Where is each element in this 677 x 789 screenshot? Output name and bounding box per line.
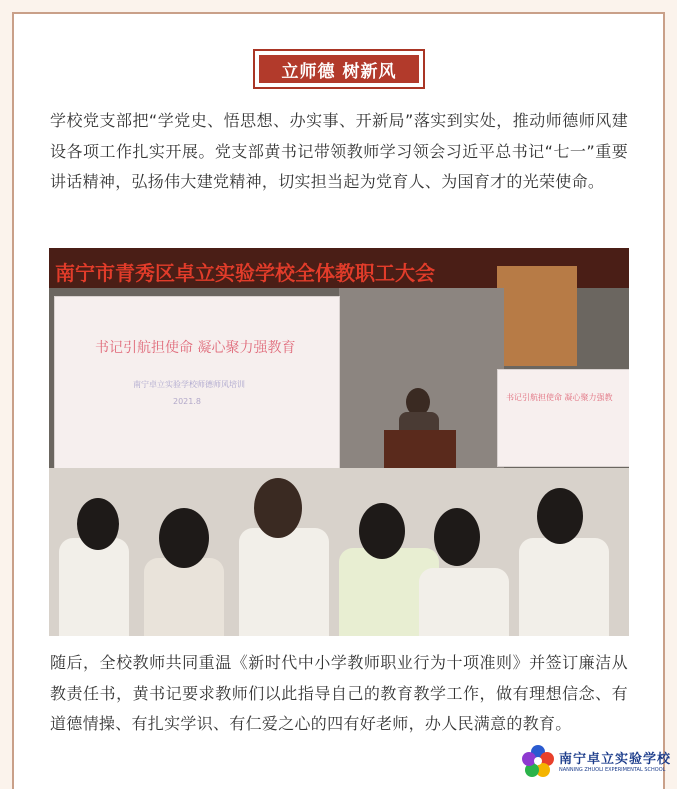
audience-head xyxy=(77,498,119,550)
section-title-box xyxy=(253,49,425,89)
paragraph-intro: 学校党支部把“学党史、悟思想、办实事、开新局”落实到实处，推动师德师风建设各项工作扎实开展。党支部黄书记带领教师学习领会习近平总书记“七一”重要讲话精神，弘扬伟大建党精神，切实担当起为党育人、为国育才的光荣使命。 xyxy=(50,111,628,191)
audience-member xyxy=(519,538,609,636)
audience-member xyxy=(144,558,224,636)
audience-head xyxy=(359,503,405,559)
screen-date: 2021.8 xyxy=(173,397,201,406)
logo-name-en: NANNING ZHUOLI EXPERIMENTAL SCHOOL xyxy=(559,767,666,773)
audience-member xyxy=(239,528,329,636)
school-logo xyxy=(521,744,672,778)
audience-member xyxy=(59,538,129,636)
meeting-photo xyxy=(49,248,629,636)
audience-head xyxy=(159,508,209,568)
logo-name-cn: 南宁卓立实验学校 xyxy=(559,752,672,767)
audience-head xyxy=(434,508,480,566)
projection-screen xyxy=(54,296,340,474)
paragraph-followup: 随后，全校教师共同重温《新时代中小学教师职业行为十项准则》并签订廉洁从教责任书，黄书记要求教师们以此指导自己的教育教学工作，做有理想信念、有道德情操、有扎实学识、有仁爱之心的四有好老师，办人民满意的教育。 xyxy=(50,653,628,733)
audience xyxy=(49,468,629,636)
wood-panel xyxy=(497,266,577,366)
audience-head xyxy=(537,488,583,544)
screen-title: 书记引航担使命 凝心聚力强教育 xyxy=(95,340,296,356)
screen-subtitle: 南宁卓立实验学校师德师风培训 xyxy=(133,380,245,389)
audience-head xyxy=(254,478,302,538)
flower-logo-icon xyxy=(521,744,555,778)
side-screen-title: 书记引航担使命 凝心聚力强教 xyxy=(506,393,613,402)
audience-member xyxy=(419,568,509,636)
section-title: 立师德 树新风 xyxy=(259,55,419,83)
photo-banner-text: 南宁市青秀区卓立实验学校全体教职工大会 xyxy=(55,261,435,285)
side-screen xyxy=(497,369,629,467)
